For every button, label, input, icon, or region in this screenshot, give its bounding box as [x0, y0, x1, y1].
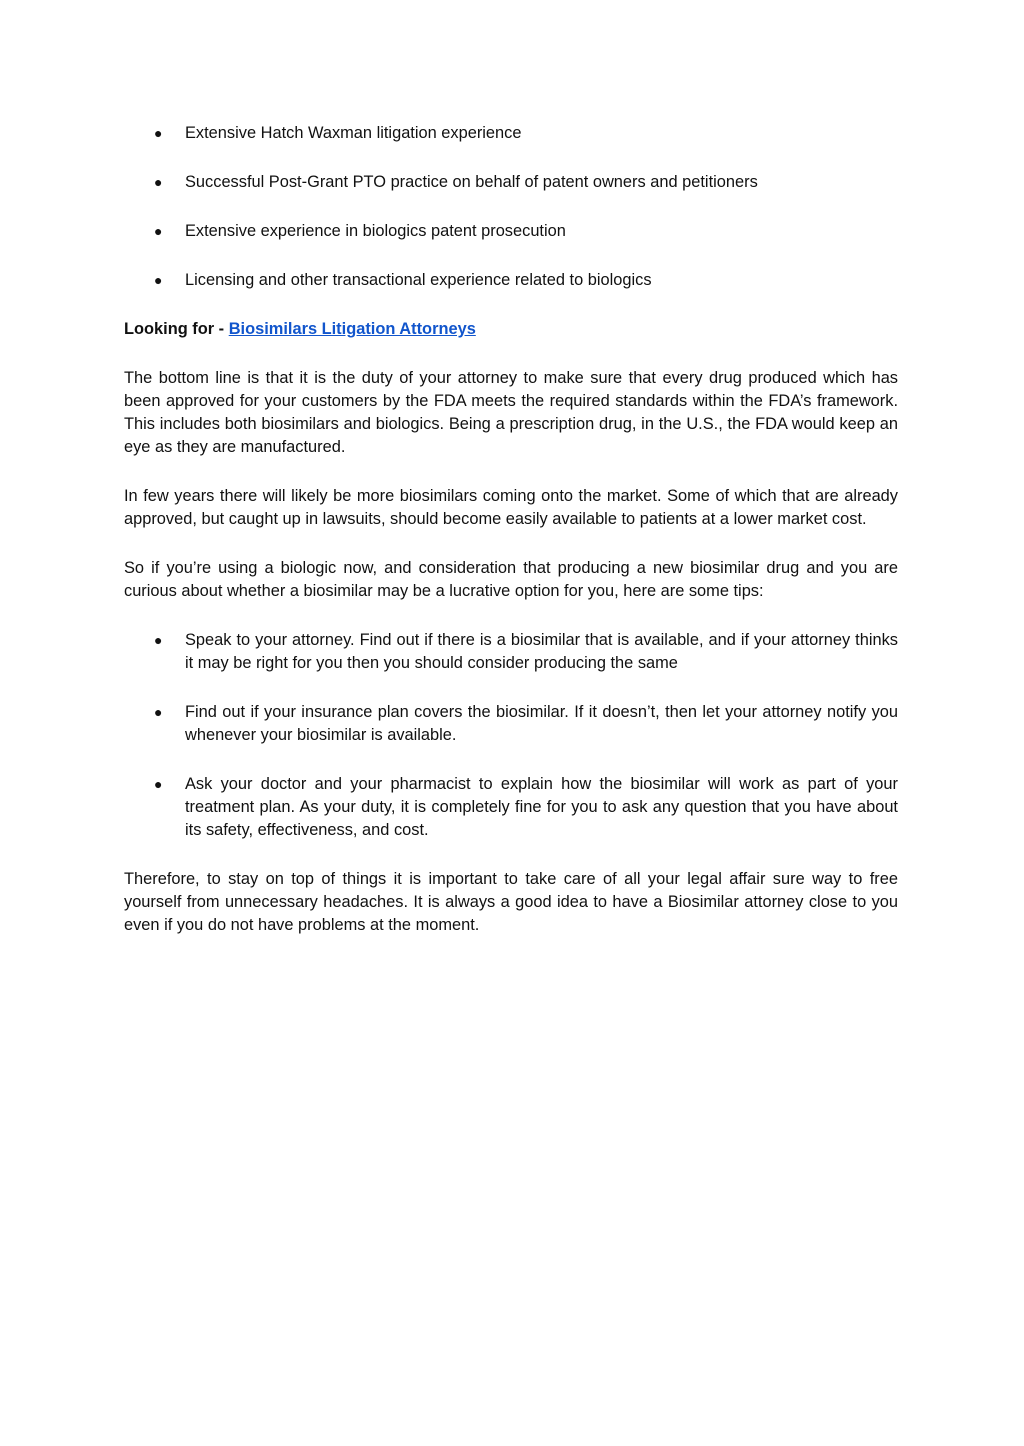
- tips-list: [124, 629, 898, 842]
- list-item: [124, 220, 898, 243]
- list-item: [124, 269, 898, 292]
- list-item-text: Speak to your attorney. Find out if there is a biosimilar that is available, and if your attorney thinks it may be right for you then you should consider producing the same: [185, 631, 898, 672]
- paragraph-market: In few years there will likely be more biosimilars coming onto the market. Some of which that are already approved, but caught up in lawsuits, should become easily available to patients at a lower market cost.: [124, 487, 898, 528]
- bullet-icon: ●: [154, 632, 163, 648]
- document-page: [124, 122, 898, 963]
- list-item-text: Extensive experience in biologics patent prosecution: [185, 222, 566, 240]
- list-item: [124, 773, 898, 842]
- list-item: [124, 171, 898, 194]
- list-item: [124, 701, 898, 747]
- bullet-icon: ●: [154, 704, 163, 720]
- looking-for-line: [124, 318, 898, 341]
- list-item-text: Find out if your insurance plan covers the biosimilar. If it doesn’t, then let your attorney notify you whenever your biosimilar is available.: [185, 703, 898, 744]
- list-item-text: Licensing and other transactional experience related to biologics: [185, 271, 652, 289]
- bullet-icon: ●: [154, 776, 163, 792]
- list-item-text: Extensive Hatch Waxman litigation experience: [185, 124, 522, 142]
- list-item-text: Successful Post-Grant PTO practice on behalf of patent owners and petitioners: [185, 173, 758, 191]
- paragraph-duty: The bottom line is that it is the duty of your attorney to make sure that every drug produced which has been approved for your customers by the FDA meets the required standards within the FDA’s framework. This includes both biosimilars and biologics. Being a prescription drug, in the U.S., the FDA would keep an eye as they are manufactured.: [124, 369, 898, 456]
- experience-list: [124, 122, 898, 292]
- bullet-icon: ●: [154, 272, 163, 288]
- paragraph-tips-intro: So if you’re using a biologic now, and consideration that producing a new biosimilar drug and you are curious about whether a biosimilar may be a lucrative option for you, here are some tips:: [124, 559, 898, 600]
- list-item-text: Ask your doctor and your pharmacist to explain how the biosimilar will work as part of your treatment plan. As your duty, it is completely fine for you to ask any question that you have about its safety, effectiveness, and cost.: [185, 775, 898, 839]
- bullet-icon: ●: [154, 223, 163, 239]
- looking-for-label: Looking for -: [124, 320, 229, 338]
- list-item: [124, 629, 898, 675]
- paragraph-closing: Therefore, to stay on top of things it is important to take care of all your legal affair sure way to free yourself from unnecessary headaches. It is always a good idea to have a Biosimilar attorney close to you even if you do not have problems at the moment.: [124, 870, 898, 934]
- biosimilars-litigation-attorneys-link[interactable]: Biosimilars Litigation Attorneys: [228, 320, 476, 338]
- bullet-icon: ●: [154, 174, 163, 190]
- bullet-icon: ●: [154, 125, 163, 141]
- list-item: [124, 122, 898, 145]
